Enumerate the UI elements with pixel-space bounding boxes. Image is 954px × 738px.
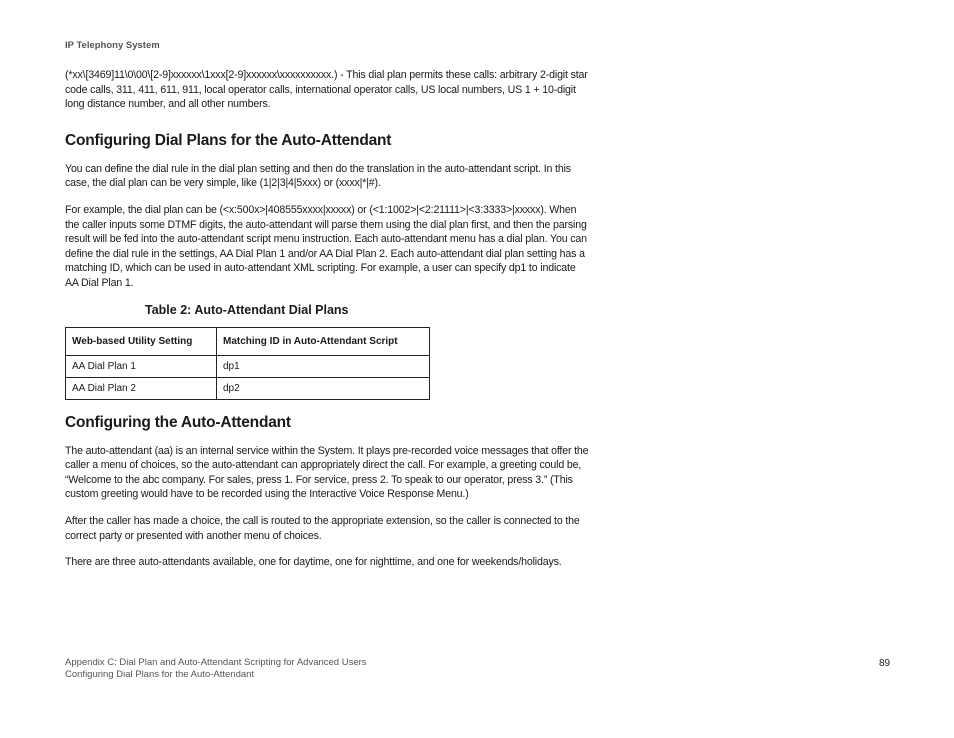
table-header-cell: Matching ID in Auto-Attendant Script [217,327,430,355]
table-cell: dp1 [217,355,430,377]
running-header: IP Telephony System [65,40,160,51]
page-number: 89 [879,658,891,669]
attendants-available-paragraph: There are three auto-attendants available, one for daytime, one for nighttime, and one for weekends/holidays. [65,556,562,569]
dial-plan-detail-paragraph: For example, the dial plan can be (<x:500x>|408555xxxx|xxxxx) or (<1:1002>|<2:21111>|<3:3333>|xxxxx). When the caller inputs some DTMF digits, the auto-attendant will parse them using the dial plan first, and then the parsing result will be fed into the auto-attendant script menu instruction. Each auto-attendant menu has a dial plan. You can define the dial rule in the settings, AA Dial Plan 1 and/or AA Dial Plan 2. Each auto-attendant dial plan setting has a matching ID, which can be used in auto-attendant XML scripting. For example, a user can specify dp1 to indicate AA Dial Plan 1. [65,203,587,289]
table-header-cell: Web-based Utility Setting [66,327,217,355]
table-row [66,355,430,377]
footer-section-title: Configuring Dial Plans for the Auto-Attendant [65,669,255,680]
footer-appendix-title: Appendix C: Dial Plan and Auto-Attendant Scripting for Advanced Users [65,657,367,668]
section-heading-auto-attendant: Configuring the Auto-Attendant [65,413,291,431]
dial-rule-paragraph: You can define the dial rule in the dial plan setting and then do the translation in the auto-attendant script. In this case, the dial plan can be very simple, like (1|2|3|4|5xxx) or (xxxx|*|#). [65,162,571,190]
page-content [65,68,590,570]
dial-plans-table [65,327,430,400]
section-heading-dial-plans: Configuring Dial Plans for the Auto-Attendant [65,131,392,149]
table-row [66,377,430,399]
table-header-row [66,327,430,355]
table-cell: AA Dial Plan 1 [66,355,217,377]
dial-plan-example-paragraph: (*xx\[3469]11\0\00\[2-9]xxxxxx\1xxx[2-9]xxxxxx\xxxxxxxxxx.) - This dial plan permits these calls: arbitrary 2-digit star code calls, 311, 411, 611, 911, local operator calls, international operator calls, US local numbers, US 1 + 10-digit long distance number, and all other numbers. [65,69,588,111]
table-cell: dp2 [217,377,430,399]
auto-attendant-paragraph: The auto-attendant (aa) is an internal service within the System. It plays pre-recorded voice messages that offer the caller a menu of choices, so the auto-attendant can appropriately direct the call. For example, a greeting could be, “Welcome to the abc company. For sales, press 1. For service, press 2. To speak to our operator, press 3.” (This custom greeting would have to be recorded using the Interactive Voice Response Menu.) [65,444,589,501]
running-footer [65,657,367,681]
table-cell: AA Dial Plan 2 [66,377,217,399]
call-routing-paragraph: After the caller has made a choice, the call is routed to the appropriate extension, so the caller is connected to the correct party or presented with another menu of choices. [65,514,580,542]
table-caption: Table 2: Auto-Attendant Dial Plans [145,302,349,317]
